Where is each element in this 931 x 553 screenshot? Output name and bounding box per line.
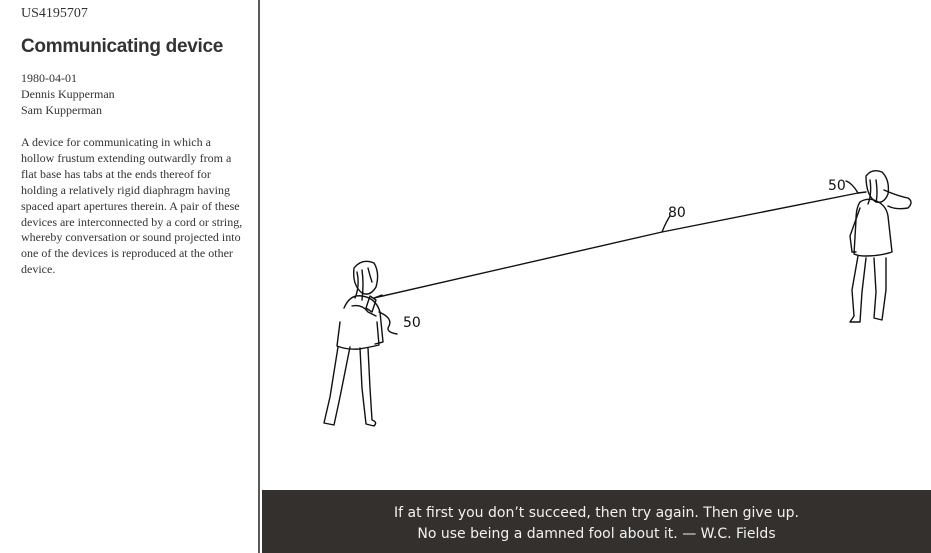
patent-figure bbox=[262, 0, 931, 490]
patent-date: 1980-04-01 bbox=[21, 71, 77, 85]
quote-line-1: If at first you don’t succeed, then try again. Then give up. bbox=[394, 505, 799, 521]
inventor-name: Dennis Kupperman bbox=[21, 87, 115, 101]
quote-banner bbox=[262, 490, 931, 553]
left-device-number-label: 50 bbox=[403, 315, 421, 331]
patent-sidebar bbox=[0, 0, 260, 553]
left-person-figure bbox=[324, 261, 397, 426]
patent-drawing bbox=[262, 0, 931, 490]
patent-abstract: A device for communicating in which a hollow frustum extending outwardly from a flat base has tabs at the ends thereof for holding a relatively rigid diaphragm having spaced apart apertures therein. A pair of these devices are interconnected by a cord or string, whereby conversation or sound projected into one of the devices is reproduced at the other device. bbox=[21, 135, 243, 277]
cord-line bbox=[374, 193, 858, 298]
cord-number-label: 80 bbox=[668, 205, 686, 221]
patent-title: Communicating device bbox=[21, 36, 223, 57]
inventor-name: Sam Kupperman bbox=[21, 103, 102, 117]
patent-meta bbox=[21, 70, 240, 118]
patent-number: US4195707 bbox=[21, 6, 88, 21]
right-device-number-label: 50 bbox=[828, 178, 846, 194]
quote-line-2: No use being a damned fool about it. — W.C. Fields bbox=[417, 526, 776, 542]
